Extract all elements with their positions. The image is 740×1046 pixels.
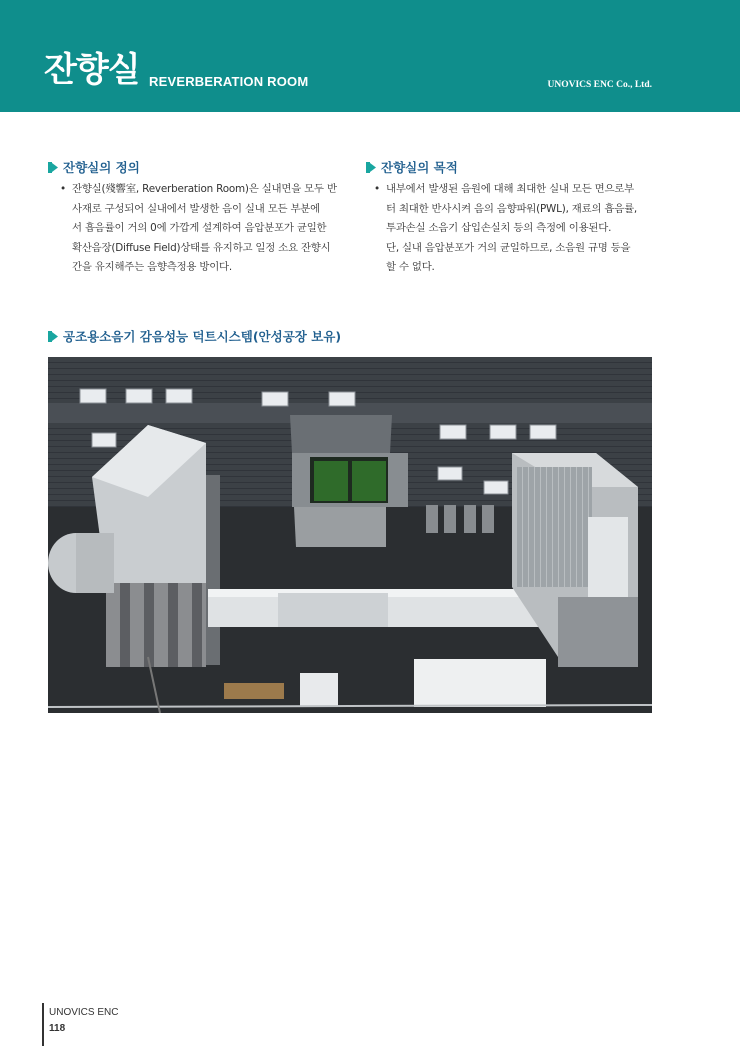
definition-heading [48, 158, 140, 176]
arrow-icon [48, 331, 58, 342]
facility-photo [48, 357, 652, 713]
text-line: 사재로 구성되어 실내에서 발생한 음이 실내 모든 부분에 [72, 202, 320, 215]
header-banner [0, 0, 740, 112]
list-item: • 내부에서 발생된 음원에 대해 최대한 실내 모든 면으로부 [374, 183, 634, 195]
company-name: UNOVICS ENC Co., Ltd. [547, 80, 652, 90]
footer-rule [42, 1003, 44, 1046]
text-line: 서 흡음률이 거의 0에 가깝게 설계하여 음압분포가 균일한 [72, 222, 327, 235]
text-line: 확산음장(Diffuse Field)상태를 유지하고 일정 소요 잔향시 [72, 241, 331, 254]
arrow-icon [366, 162, 376, 173]
page-number: 118 [49, 1023, 66, 1034]
text-line: 단, 실내 음압분포가 거의 균일하므로, 소음원 규명 등을 [386, 241, 631, 254]
text-line: 투과손실 소음기 삽입손실치 등의 측정에 이용된다. [386, 222, 612, 235]
footer-brand: UNOVICS ENC [49, 1007, 119, 1018]
purpose-text [374, 180, 664, 278]
facility-illustration [48, 357, 652, 713]
text-line: 터 최대한 반사시켜 음의 음향파워(PWL), 재료의 흡음률, [386, 202, 638, 215]
duct-system-heading-text: 공조용소음기 감음성능 덕트시스템(안성공장 보유) [63, 329, 342, 344]
text-line: 간을 유지해주는 음향측정용 방이다. [72, 261, 232, 274]
purpose-heading [366, 158, 458, 176]
list-item: • 잔향실(殘響室, Reverberation Room)은 실내면을 모두 반 [60, 183, 337, 195]
definition-heading-text: 잔향실의 정의 [63, 160, 140, 175]
purpose-heading-text: 잔향실의 목적 [381, 160, 458, 175]
page-subtitle: REVERBERATION ROOM [149, 74, 309, 89]
page-title: 잔향실 [44, 50, 140, 90]
text-line: 할 수 없다. [386, 261, 435, 274]
definition-text [60, 180, 350, 278]
duct-system-heading [48, 327, 341, 345]
arrow-icon [48, 162, 58, 173]
